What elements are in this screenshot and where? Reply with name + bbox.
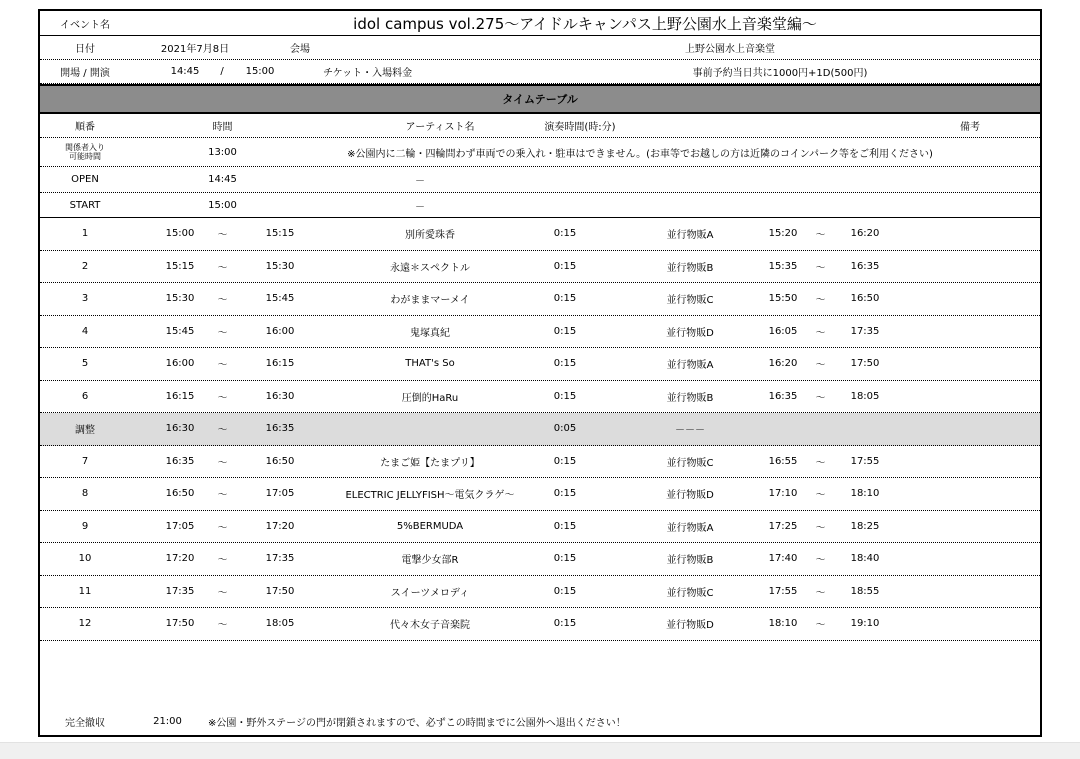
row-merch-start: 16:20 (768, 358, 798, 370)
row-merch-end: 16:20 (850, 228, 880, 240)
table-row (40, 446, 1040, 479)
row-duration: 0:15 (553, 325, 577, 337)
row-tilde: ～ (217, 230, 228, 242)
row-tilde: ～ (217, 587, 228, 599)
row-duration: 0:15 (553, 455, 577, 467)
timetable-title: タイムテーブル (502, 93, 578, 106)
row-merch-start (758, 413, 808, 445)
staff-entry-row (40, 138, 1040, 167)
open-row (40, 167, 1040, 193)
row-merch: 並行物販D (666, 327, 714, 339)
row-tilde: ～ (217, 425, 228, 437)
row-start-time: 15:30 (165, 293, 195, 305)
row-merch-start: 17:40 (768, 553, 798, 565)
row-end-time: 17:35 (265, 553, 295, 565)
event-title: idol campus vol.275～アイドルキャンパス上野公園水上音楽堂編～ (353, 14, 817, 33)
row-merch: 並行物販C (666, 295, 714, 307)
venue-value: 上野公園水上音楽堂 (685, 44, 775, 55)
row-start-time: 16:50 (165, 488, 195, 500)
row-start-time: 17:35 (165, 585, 195, 597)
table-row (40, 218, 1040, 251)
row-merch-tilde: ～ (815, 490, 826, 502)
row-end-time: 17:50 (265, 585, 295, 597)
teardown-row (40, 708, 1040, 735)
open-label: OPEN (71, 174, 99, 185)
row-artist: 圧倒的HaRu (401, 392, 459, 404)
row-order: 2 (81, 260, 89, 272)
row-end-time: 16:15 (265, 358, 295, 370)
row-end-time: 16:30 (265, 390, 295, 402)
row-order: 4 (81, 325, 89, 337)
row-merch: 並行物販A (666, 230, 714, 242)
row-order: 12 (78, 618, 92, 630)
staff-entry-label-line1: 関係者入り (65, 143, 105, 152)
start-row (40, 193, 1040, 218)
event-title-row (40, 11, 1040, 36)
row-merch-start: 15:35 (768, 260, 798, 272)
row-merch-start: 15:50 (768, 293, 798, 305)
row-end-time: 17:20 (265, 520, 295, 532)
header-duration: 演奏時間(時:分) (544, 122, 616, 133)
row-start-time: 17:50 (165, 618, 195, 630)
open-time: 14:45 (170, 66, 200, 77)
row-merch-tilde: ～ (815, 262, 826, 274)
row-artist: THAT's So (405, 358, 455, 370)
teardown-note: ※公園・野外ステージの門が閉鎖されますので、必ずこの時間までに公園外へ退出ください！ (208, 718, 626, 729)
venue-label: 会場 (290, 44, 310, 55)
row-merch: 並行物販B (666, 555, 714, 567)
row-merch-start: 16:35 (768, 390, 798, 402)
row-end-time: 16:50 (265, 455, 295, 467)
row-merch-tilde: ～ (815, 620, 826, 632)
table-row (40, 348, 1040, 381)
row-merch: 並行物販A (666, 522, 714, 534)
timetable-sheet (38, 9, 1042, 737)
table-row (40, 381, 1040, 414)
row-merch-tilde: ～ (815, 555, 826, 567)
row-artist: 5%BERMUDA (396, 520, 464, 532)
open-row-time: 14:45 (208, 174, 237, 185)
row-start-time: 15:45 (165, 325, 195, 337)
row-artist: ELECTRIC JELLYFISH～電気クラゲ～ (345, 490, 515, 502)
date-venue-row (40, 36, 1040, 60)
row-merch-start: 18:10 (768, 618, 798, 630)
ticket-label: チケット・入場料金 (323, 68, 413, 79)
table-row (40, 316, 1040, 349)
row-artist: 電撃少女部R (401, 555, 459, 567)
table-row (40, 478, 1040, 511)
teardown-time: 21:00 (153, 716, 182, 727)
row-merch: －－－ (675, 425, 705, 437)
row-merch-end: 18:10 (850, 488, 880, 500)
row-tilde: ～ (217, 327, 228, 339)
row-end-time: 16:00 (265, 325, 295, 337)
staff-entry-label (40, 138, 130, 166)
row-merch-end: 16:35 (850, 260, 880, 272)
date-value: 2021年7月8日 (160, 44, 230, 55)
open-row-note: － (415, 176, 425, 187)
row-merch-start: 17:10 (768, 488, 798, 500)
header-notes: 備考 (960, 122, 980, 133)
row-start-time: 15:15 (165, 260, 195, 272)
row-duration: 0:15 (553, 520, 577, 532)
row-duration: 0:15 (553, 390, 577, 402)
row-order: 1 (81, 228, 89, 240)
row-start-time: 16:35 (165, 455, 195, 467)
row-merch-tilde: ～ (815, 457, 826, 469)
row-tilde: ～ (217, 457, 228, 469)
row-merch-end: 19:10 (850, 618, 880, 630)
row-duration: 0:05 (553, 423, 577, 435)
row-end-time: 18:05 (265, 618, 295, 630)
table-row (40, 576, 1040, 609)
row-merch-start: 17:55 (768, 585, 798, 597)
row-duration: 0:15 (553, 618, 577, 630)
row-merch-tilde (808, 413, 833, 445)
row-merch: 並行物販C (666, 457, 714, 469)
row-merch: 並行物販B (666, 262, 714, 274)
row-merch-end: 17:35 (850, 325, 880, 337)
row-merch: 並行物販A (666, 360, 714, 372)
row-tilde: ～ (217, 490, 228, 502)
row-start-time: 17:20 (165, 553, 195, 565)
row-end-time: 15:15 (265, 228, 295, 240)
table-row (40, 608, 1040, 641)
row-order: 8 (81, 488, 89, 500)
row-merch-end: 17:55 (850, 455, 880, 467)
start-row-note: － (415, 201, 425, 213)
row-tilde: ～ (217, 295, 228, 307)
row-end-time: 17:05 (265, 488, 295, 500)
row-merch-end: 17:50 (850, 358, 880, 370)
row-start-time: 16:00 (165, 358, 195, 370)
row-order: 7 (81, 455, 89, 467)
row-start-time: 17:05 (165, 520, 195, 532)
row-merch: 並行物販B (666, 392, 714, 404)
row-merch-end: 18:05 (850, 390, 880, 402)
table-row (40, 283, 1040, 316)
staff-entry-time: 13:00 (208, 146, 237, 158)
table-row (40, 413, 1040, 446)
row-merch-end: 16:50 (850, 293, 880, 305)
header-time: 時間 (212, 122, 233, 133)
start-label: START (69, 199, 101, 211)
row-artist: 永遠＊スペクトル (390, 262, 470, 274)
row-start-time: 16:15 (165, 390, 195, 402)
row-duration: 0:15 (553, 260, 577, 272)
row-order: 調整 (75, 425, 95, 437)
row-merch-end (840, 413, 890, 445)
row-merch-start: 17:25 (768, 520, 798, 532)
teardown-label: 完全撤収 (65, 718, 105, 729)
row-merch-tilde: ～ (815, 327, 826, 339)
row-order: 11 (78, 585, 92, 597)
row-merch: 並行物販C (666, 587, 714, 599)
time-label: 開場 / 開演 (60, 68, 110, 79)
row-end-time: 16:35 (265, 423, 295, 435)
row-merch: 並行物販D (666, 620, 714, 632)
row-merch-start: 16:05 (768, 325, 798, 337)
row-duration: 0:15 (553, 228, 577, 240)
header-artist: アーティスト名 (405, 122, 475, 133)
row-artist: 鬼塚真紀 (410, 327, 450, 339)
row-artist (310, 413, 550, 445)
row-merch-end: 18:25 (850, 520, 880, 532)
row-merch-start: 15:20 (768, 228, 798, 240)
row-tilde: ～ (217, 360, 228, 372)
row-start-time: 16:30 (165, 423, 195, 435)
row-merch-end: 18:55 (850, 585, 880, 597)
row-tilde: ～ (217, 392, 228, 404)
row-artist: わがままマーメイ (390, 295, 470, 307)
row-merch: 並行物販D (666, 490, 714, 502)
row-duration: 0:15 (553, 358, 577, 370)
page-bottom-band (0, 742, 1080, 759)
row-tilde: ～ (217, 620, 228, 632)
start-row-time: 15:00 (208, 199, 237, 211)
event-label: イベント名 (60, 19, 110, 31)
header-order: 順番 (75, 122, 95, 133)
row-order: 3 (81, 293, 89, 305)
row-tilde: ～ (217, 555, 228, 567)
row-order: 10 (78, 553, 92, 565)
start-time: 15:00 (245, 66, 275, 77)
row-merch-end: 18:40 (850, 553, 880, 565)
row-end-time: 15:30 (265, 260, 295, 272)
row-duration: 0:15 (553, 293, 577, 305)
row-artist: 代々木女子音楽院 (390, 620, 470, 632)
row-artist: たまご姫【たまプリ】 (380, 457, 480, 469)
row-merch-tilde: ～ (815, 587, 826, 599)
staff-entry-note: ※公園内に二輪・四輪問わず車両での乗入れ・駐車はできません。(お車等でお越しの方は近隣のコインパーク等をご利用ください) (347, 148, 933, 160)
row-merch-start: 16:55 (768, 455, 798, 467)
row-tilde: ～ (217, 522, 228, 534)
row-order: 6 (81, 390, 89, 402)
row-merch-tilde: ～ (815, 392, 826, 404)
staff-entry-label-line2: 可能時間 (69, 152, 101, 161)
time-separator: / (220, 66, 224, 77)
row-duration: 0:15 (553, 488, 577, 500)
timetable-title-row (40, 84, 1040, 114)
ticket-value: 事前予約当日共に1000円+1D(500円) (692, 68, 868, 79)
row-merch-tilde: ～ (815, 360, 826, 372)
row-artist: スイーツメロディ (390, 587, 470, 599)
row-artist: 別所愛珠香 (405, 230, 455, 242)
table-row (40, 543, 1040, 576)
date-label: 日付 (75, 44, 95, 55)
row-order: 9 (81, 520, 89, 532)
row-tilde: ～ (217, 262, 228, 274)
row-duration: 0:15 (553, 585, 577, 597)
row-order: 5 (81, 358, 89, 370)
open-start-row (40, 60, 1040, 84)
row-duration: 0:15 (553, 553, 577, 565)
table-row (40, 251, 1040, 284)
row-merch-tilde: ～ (815, 522, 826, 534)
table-row (40, 511, 1040, 544)
row-start-time: 15:00 (165, 228, 195, 240)
row-merch-tilde: ～ (815, 295, 826, 307)
row-merch-tilde: ～ (815, 230, 826, 242)
row-end-time: 15:45 (265, 293, 295, 305)
column-header-row (40, 114, 1040, 138)
